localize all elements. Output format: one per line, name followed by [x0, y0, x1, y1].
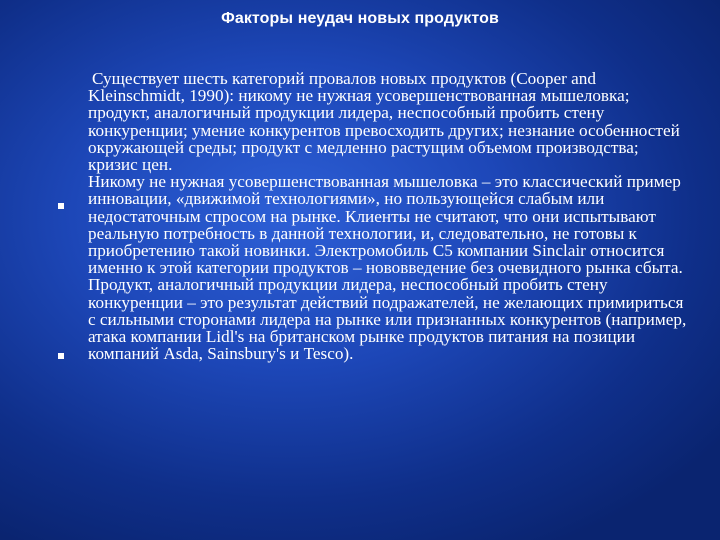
slide-body	[88, 70, 688, 362]
bullet-item: Продукт, аналогичный продукции лидера, неспособный пробить стену конкуренции – это результат действий подражателей, не желающих примириться с сильными сторонами лидера на рынке или признанных конкурентов (например, атака компании Lidl's на британском рынке продуктов питания на позиции компаний Asda, Sainsbury's и Tesco).	[88, 275, 687, 364]
slide-title: Факторы неудач новых продуктов	[221, 10, 499, 27]
bullet-item: Никому не нужная усовершенствованная мышеловка – это классический пример инновации, «движимой технологиями», но пользующейся слабым или недостаточным спросом на рынке. Клиенты не считают, что они испытывают реальную потребность в данной технологии, и, следовательно, не готовы к приобретению такой новинки. Электромобиль C5 компании Sinclair относится именно к этой категории продуктов – нововведение без очевидного рынка сбыта.	[88, 172, 683, 278]
bullet-marker	[58, 353, 64, 359]
bullet-marker	[58, 203, 64, 209]
intro-paragraph: Существует шесть категорий провалов новых продуктов (Cooper and Kleinschmidt, 1990): никому не нужная усовершенствованная мышеловка; продукт, аналогичный продукции лидера, неспособный пробить стену конкуренции; умение конкурентов превосходить других; незнание особенностей окружающей среды; продукт с медленно растущим объемом производства; кризис цен.	[88, 69, 680, 175]
